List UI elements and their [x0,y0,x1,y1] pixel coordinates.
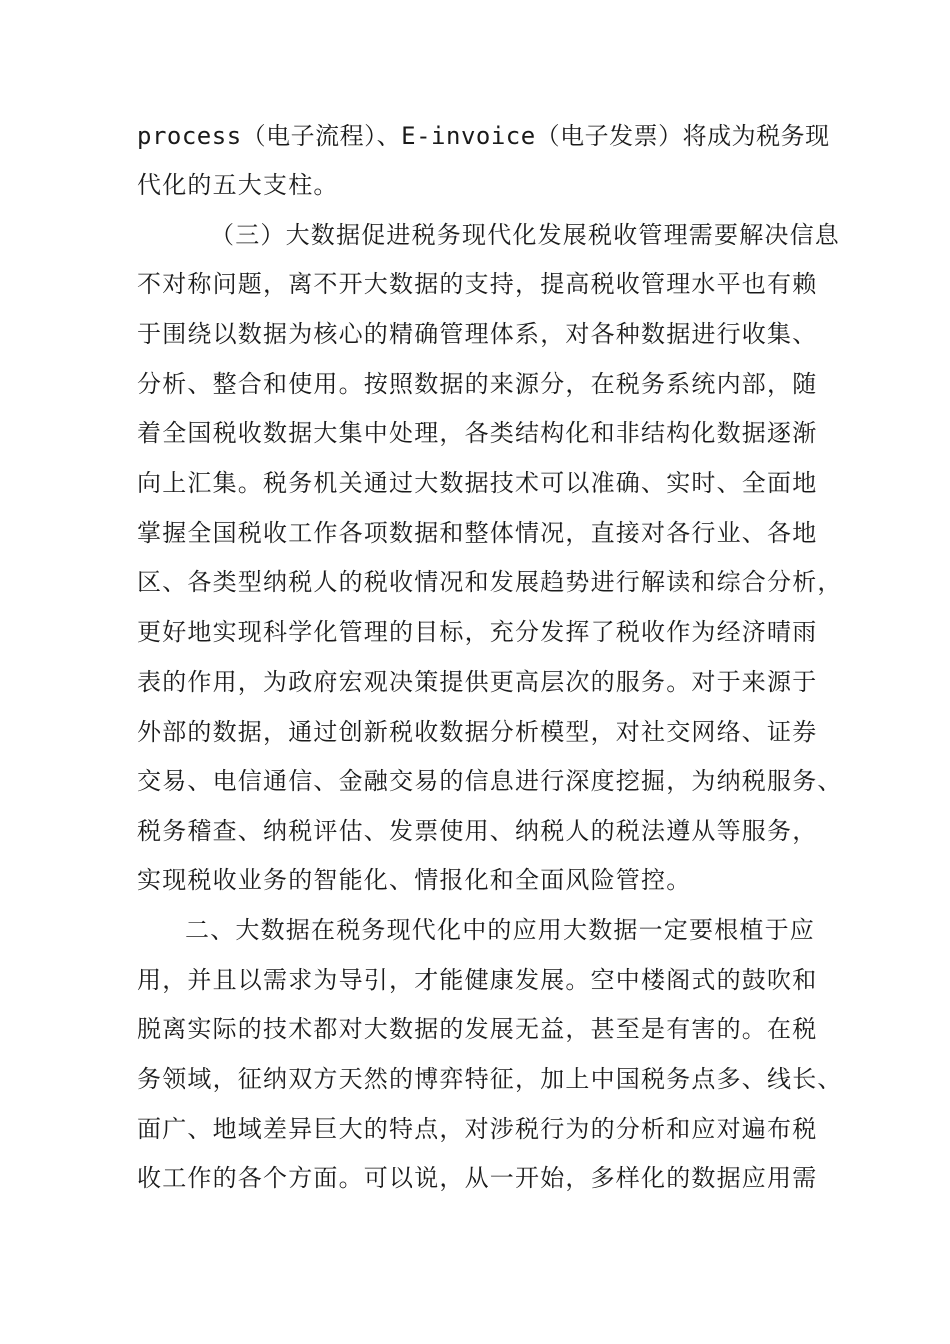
paragraph-line: 于围绕以数据为核心的精确管理体系，对各种数据进行收集、 [137,320,818,348]
paragraph-line: process（电子流程）、E-invoice（电子发票）将成为税务现 [137,122,830,150]
paragraph-line: 实现税收业务的智能化、情报化和全面风险管控。 [137,866,692,894]
section-heading-line: （三）大数据促进税务现代化发展税收管理需要解决信息 [210,221,840,249]
paragraph-line: 更好地实现科学化管理的目标，充分发挥了税收作为经济晴雨 [137,618,818,646]
paragraph-line: 用，并且以需求为导引，才能健康发展。空中楼阁式的鼓吹和 [137,966,818,994]
paragraph-line: 税务稽查、纳税评估、发票使用、纳税人的税法遵从等服务， [137,817,818,845]
paragraph-line: 脱离实际的技术都对大数据的发展无益，甚至是有害的。在税 [137,1015,818,1043]
paragraph-line: 掌握全国税收工作各项数据和整体情况，直接对各行业、各地 [137,519,818,547]
paragraph-line: 代化的五大支柱。 [137,171,339,199]
section-heading-line: 二、大数据在税务现代化中的应用大数据一定要根植于应 [185,916,815,944]
paragraph-line: 面广、地域差异巨大的特点，对涉税行为的分析和应对遍布税 [137,1115,818,1143]
paragraph-line: 分析、整合和使用。按照数据的来源分，在税务系统内部，随 [137,370,818,398]
paragraph-line: 着全国税收数据大集中处理，各类结构化和非结构化数据逐渐 [137,419,818,447]
paragraph-line: 不对称问题，离不开大数据的支持，提高税收管理水平也有赖 [137,270,818,298]
paragraph-line: 务领域，征纳双方天然的博弈特征，加上中国税务点多、线长、 [137,1065,843,1093]
paragraph-line: 交易、电信通信、金融交易的信息进行深度挖掘，为纳税服务、 [137,767,843,795]
paragraph-line: 区、各类型纳税人的税收情况和发展趋势进行解读和综合分析， [137,568,843,596]
paragraph-line: 向上汇集。税务机关通过大数据技术可以准确、实时、全面地 [137,469,818,497]
paragraph-line: 收工作的各个方面。可以说，从一开始，多样化的数据应用需 [137,1164,818,1192]
paragraph-line: 外部的数据，通过创新税收数据分析模型，对社交网络、证券 [137,718,818,746]
paragraph-line: 表的作用，为政府宏观决策提供更高层次的服务。对于来源于 [137,668,818,696]
